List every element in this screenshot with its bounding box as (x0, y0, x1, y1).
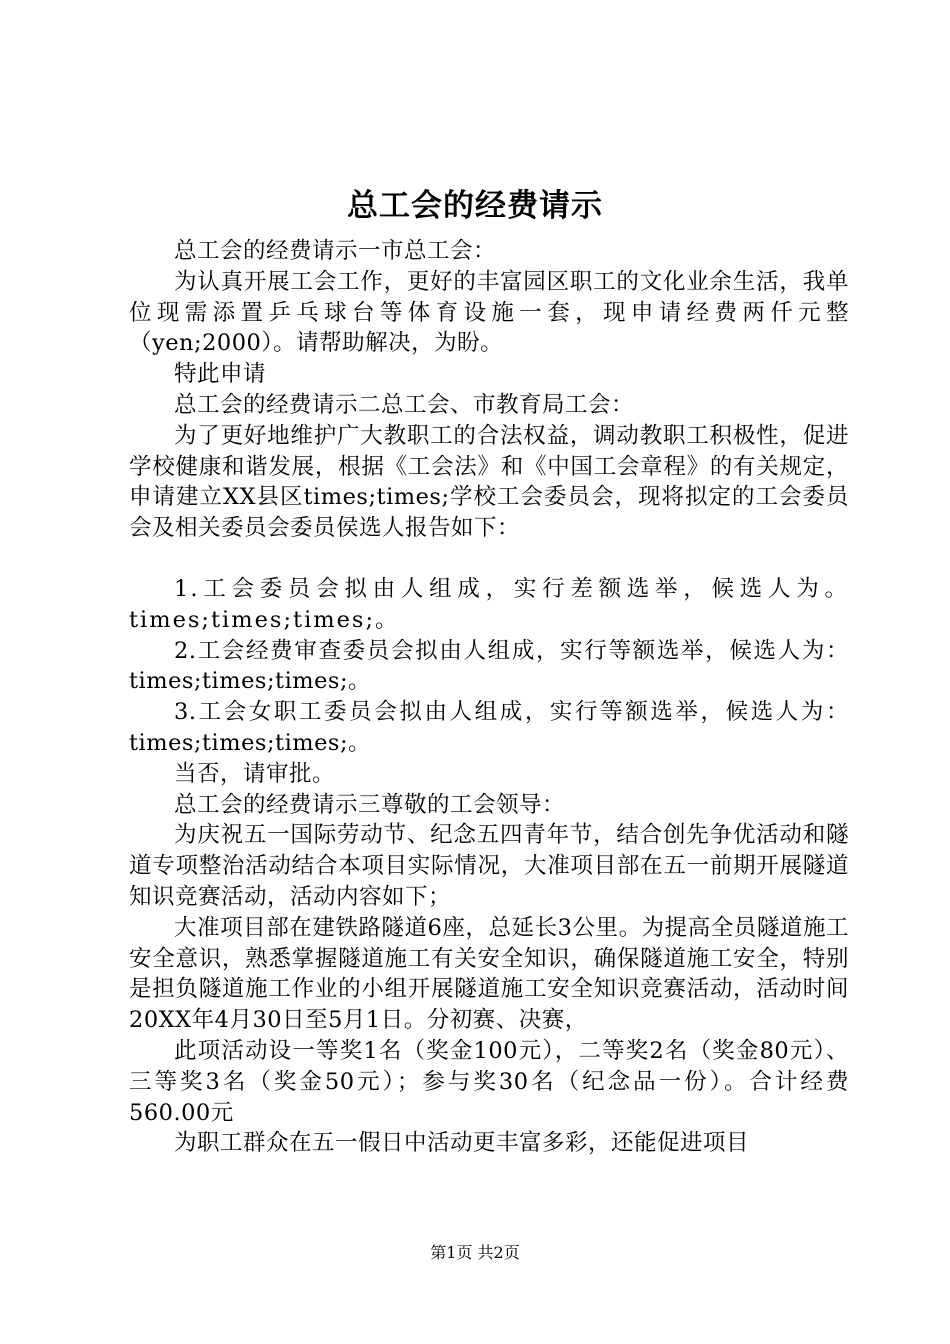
paragraph: 此项活动设一等奖1名（奖金100元），二等奖2名（奖金80元）、三等奖3名（奖金50元）；参与奖30名（纪念品一份）。合计经费560.00元 (129, 1037, 849, 1126)
list-item: 3.工会女职工委员会拟由人组成，实行等额选举，候选人为：times;times;times;。 (129, 699, 849, 756)
page-footer: 第1页 共2页 (430, 1243, 520, 1262)
paragraph: 大准项目部在建铁路隧道6座，总延长3公里。为提高全员隧道施工安全意识，熟悉掌握隧道施工有关安全知识，确保隧道施工安全，特别是担负隧道施工作业的小组开展隧道施工安全知识竞赛活动，活动时间20XX年4月30日至5月1日。分初赛、决赛， (129, 914, 849, 1034)
paragraph: 总工会的经费请示三尊敬的工会领导： (174, 791, 566, 818)
paragraph: 为职工群众在五一假日中活动更丰富多彩，还能促进项目 (174, 1130, 750, 1157)
paragraph: 总工会的经费请示二总工会、市教育局工会： (174, 391, 635, 418)
paragraph: 为了更好地维护广大教职工的合法权益，调动教职工积极性，促进学校健康和谐发展，根据《工会法》和《中国工会章程》的有关规定，申请建立XX县区times;times;学校工会委员会，现将拟定的工会委员会及相关委员会委员侯选人报告如下： (129, 422, 849, 542)
document-body (129, 236, 849, 1159)
list-item: 2.工会经费审查委员会拟由人组成，实行等额选举，候选人为：times;times;times;。 (129, 637, 849, 695)
paragraph: 特此申请 (174, 361, 267, 388)
paragraph: 总工会的经费请示一市总工会： (174, 238, 497, 264)
list-item: 1.工会委员会拟由人组成，实行差额选举，候选人为。times;times;times;。 (129, 575, 849, 633)
paragraph: 为庆祝五一国际劳动节、纪念五四青年节，结合创先争优活动和隧道专项整治活动结合本项目实际情况，大准项目部在五一前期开展隧道知识竞赛活动，活动内容如下； (129, 822, 849, 910)
paragraph: 为认真开展工会工作，更好的丰富园区职工的文化业余生活，我单位现需添置乒乓球台等体育设施一套，现申请经费两仟元整（yen;2000）。请帮助解决，为盼。 (129, 268, 849, 357)
document-title: 总工会的经费请示 (347, 188, 603, 224)
paragraph: 当否，请审批。 (174, 760, 336, 787)
